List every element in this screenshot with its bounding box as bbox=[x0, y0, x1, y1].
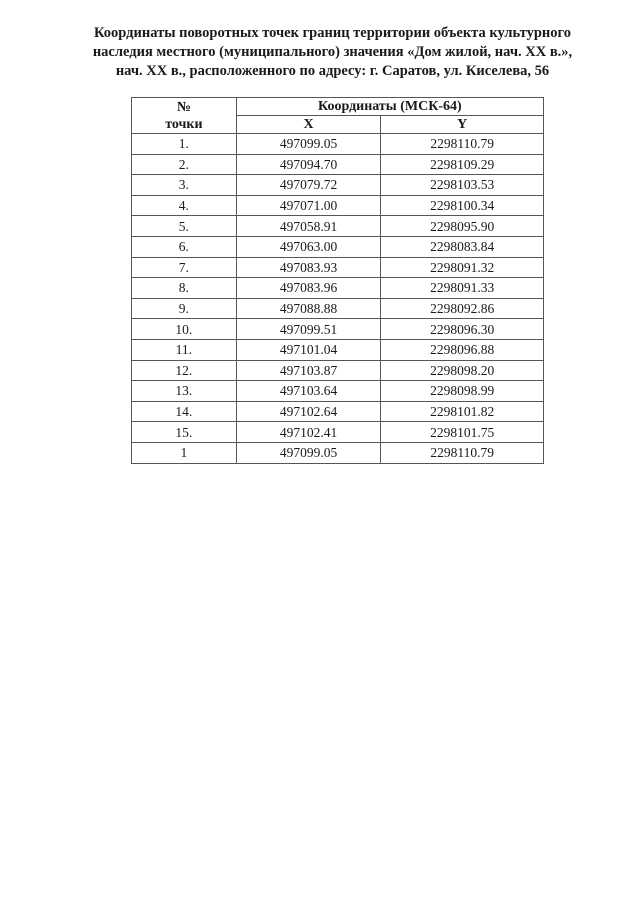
cell-y: 2298091.33 bbox=[381, 278, 544, 299]
header-x: X bbox=[236, 116, 381, 134]
table-row bbox=[132, 216, 544, 237]
cell-x: 497088.88 bbox=[236, 298, 381, 319]
cell-point-number: 10. bbox=[132, 319, 237, 340]
cell-x: 497083.96 bbox=[236, 278, 381, 299]
table-row bbox=[132, 257, 544, 278]
cell-x: 497099.05 bbox=[236, 134, 381, 155]
title-line-1: Координаты поворотных точек границ территории объекта культурного bbox=[94, 25, 571, 41]
cell-x: 497071.00 bbox=[236, 195, 381, 216]
cell-y: 2298100.34 bbox=[381, 195, 544, 216]
cell-x: 497099.05 bbox=[236, 442, 381, 463]
table-row bbox=[132, 381, 544, 402]
table-row bbox=[132, 298, 544, 319]
cell-x: 497063.00 bbox=[236, 236, 381, 257]
cell-x: 497102.41 bbox=[236, 422, 381, 443]
table-row bbox=[132, 339, 544, 360]
title-line-3: нач. XX в., расположенного по адресу: г. Саратов, ул. Киселева, 56 bbox=[115, 63, 550, 79]
cell-point-number: 1. bbox=[132, 134, 237, 155]
cell-x: 497103.87 bbox=[236, 360, 381, 381]
cell-x: 497079.72 bbox=[236, 175, 381, 196]
cell-point-number: 5. bbox=[132, 216, 237, 237]
table-row bbox=[132, 175, 544, 196]
title-line-2: наследия местного (муниципального) значения «Дом жилой, нач. XX в.», bbox=[92, 44, 573, 60]
cell-y: 2298098.20 bbox=[381, 360, 544, 381]
cell-y: 2298098.99 bbox=[381, 381, 544, 402]
cell-y: 2298110.79 bbox=[381, 442, 544, 463]
cell-y: 2298109.29 bbox=[381, 154, 544, 175]
cell-point-number: 11. bbox=[132, 339, 237, 360]
cell-y: 2298083.84 bbox=[381, 236, 544, 257]
header-y: Y bbox=[381, 116, 544, 134]
cell-y: 2298101.82 bbox=[381, 401, 544, 422]
coordinates-table bbox=[131, 97, 544, 464]
table-row bbox=[132, 401, 544, 422]
table-row bbox=[132, 422, 544, 443]
cell-point-number: 7. bbox=[132, 257, 237, 278]
cell-x: 497083.93 bbox=[236, 257, 381, 278]
cell-point-number: 1 bbox=[132, 442, 237, 463]
cell-x: 497102.64 bbox=[236, 401, 381, 422]
table-body bbox=[132, 134, 544, 464]
cell-y: 2298103.53 bbox=[381, 175, 544, 196]
cell-point-number: 9. bbox=[132, 298, 237, 319]
cell-x: 497103.64 bbox=[236, 381, 381, 402]
cell-point-number: 3. bbox=[132, 175, 237, 196]
cell-y: 2298091.32 bbox=[381, 257, 544, 278]
cell-y: 2298096.30 bbox=[381, 319, 544, 340]
cell-point-number: 8. bbox=[132, 278, 237, 299]
table-row bbox=[132, 134, 544, 155]
cell-point-number: 2. bbox=[132, 154, 237, 175]
cell-y: 2298101.75 bbox=[381, 422, 544, 443]
header-coordinates: Координаты (МСК-64) bbox=[236, 98, 543, 116]
cell-point-number: 14. bbox=[132, 401, 237, 422]
table-row bbox=[132, 442, 544, 463]
cell-x: 497058.91 bbox=[236, 216, 381, 237]
cell-point-number: 12. bbox=[132, 360, 237, 381]
header-num-symbol: № bbox=[176, 99, 191, 115]
cell-y: 2298092.86 bbox=[381, 298, 544, 319]
table-row bbox=[132, 154, 544, 175]
cell-x: 497101.04 bbox=[236, 339, 381, 360]
cell-y: 2298096.88 bbox=[381, 339, 544, 360]
header-point-number bbox=[132, 98, 237, 134]
table-row bbox=[132, 319, 544, 340]
document-title bbox=[60, 24, 605, 81]
table-row bbox=[132, 236, 544, 257]
cell-y: 2298110.79 bbox=[381, 134, 544, 155]
cell-point-number: 4. bbox=[132, 195, 237, 216]
cell-point-number: 13. bbox=[132, 381, 237, 402]
cell-point-number: 15. bbox=[132, 422, 237, 443]
cell-point-number: 6. bbox=[132, 236, 237, 257]
cell-y: 2298095.90 bbox=[381, 216, 544, 237]
header-num-label: точки bbox=[165, 116, 203, 132]
table-row bbox=[132, 360, 544, 381]
cell-x: 497099.51 bbox=[236, 319, 381, 340]
table-row bbox=[132, 278, 544, 299]
cell-x: 497094.70 bbox=[236, 154, 381, 175]
table-row bbox=[132, 195, 544, 216]
